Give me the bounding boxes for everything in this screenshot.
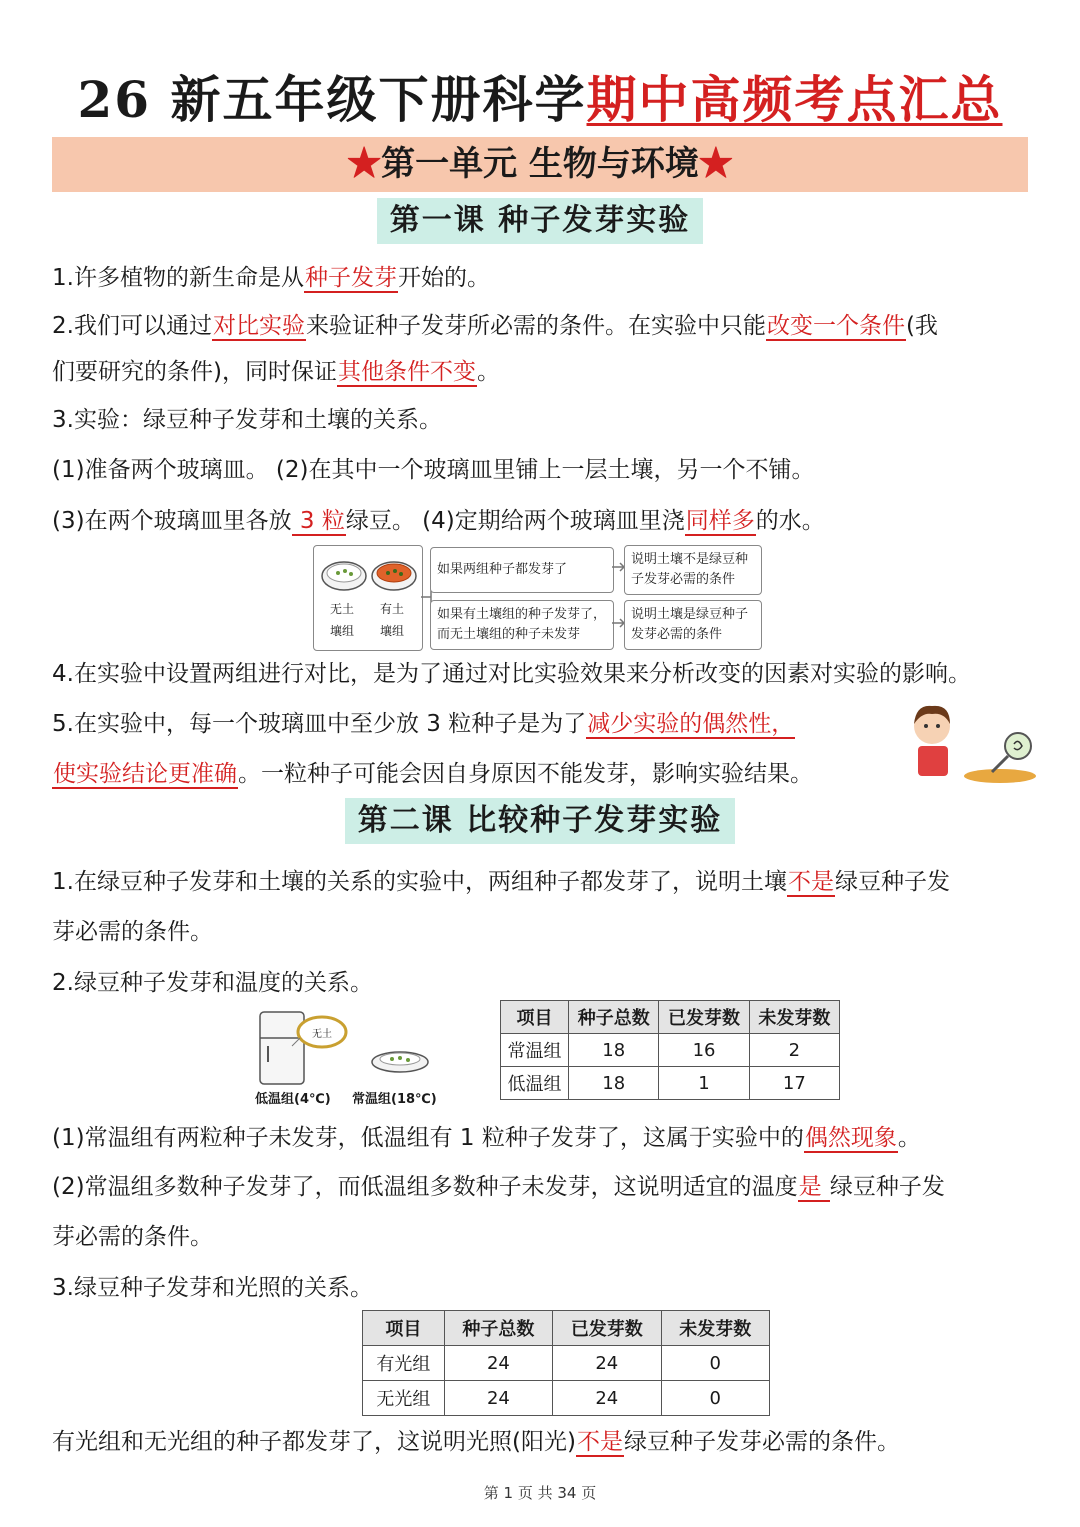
- lesson2-point2-2: [52, 1171, 945, 1203]
- lesson1-point1: [52, 262, 490, 294]
- text: 如果有土壤组的种子发芽了，: [437, 607, 607, 622]
- table-header-cell: 未发芽数: [661, 1311, 769, 1346]
- lesson1-point5: [52, 708, 795, 740]
- text: 子发芽必需的条件: [631, 572, 736, 587]
- lesson2-point2-1: [52, 1122, 921, 1154]
- text: 说明土壤不是绿豆种: [631, 552, 749, 567]
- key-term: 种子发芽: [304, 265, 397, 291]
- table-header-cell: 种子总数: [444, 1311, 552, 1346]
- title-prefix: 26 新五年级下册科学: [77, 70, 587, 129]
- table-row: [501, 1067, 840, 1100]
- key-term: 对比实验: [212, 313, 305, 339]
- star-icon: ★: [347, 144, 382, 184]
- table-cell: 有光组: [363, 1346, 445, 1381]
- text: 而无土壤组的种子未发芽: [437, 627, 581, 642]
- temperature-table: [500, 1000, 840, 1100]
- text: 绿豆种子发芽必需的条件。: [623, 1429, 900, 1455]
- unit-label: 第一单元 生物与环境: [381, 144, 699, 184]
- title-highlight: 期中高频考点汇总: [586, 70, 1003, 129]
- dishes-figure: [313, 545, 423, 651]
- text: 绿豆。 (4)定期给两个玻璃皿里浇: [345, 508, 685, 534]
- text: 壤组: [329, 624, 354, 638]
- key-term: 不是: [787, 869, 834, 895]
- table-cell: 24: [553, 1346, 661, 1381]
- text: 。: [476, 359, 500, 385]
- result-box-2: [624, 600, 762, 650]
- lesson1-point2-cont: [52, 356, 500, 388]
- text: 发芽必需的条件: [631, 627, 723, 642]
- girl-magnifier-icon: [900, 698, 1040, 784]
- key-term: 同样多: [685, 508, 755, 534]
- low-temp-label: 低温组(4℃): [255, 1092, 331, 1107]
- lesson2-heading: 第二课 比较种子发芽实验: [345, 798, 735, 844]
- fridge-dish-label: 无土: [312, 1029, 332, 1040]
- lesson2-point2: 2.绿豆种子发芽和温度的关系。: [52, 970, 373, 996]
- text: 的水。: [755, 508, 825, 534]
- table-cell: 24: [444, 1346, 552, 1381]
- text: (我: [905, 313, 938, 339]
- text: 。一粒种子可能会因自身原因不能发芽，影响实验结果。: [238, 761, 813, 787]
- table-cell: 低温组: [501, 1067, 569, 1100]
- text: 来验证种子发芽所必需的条件。在实验中只能: [305, 313, 766, 339]
- text: 绿豆种子发: [834, 869, 950, 895]
- table-cell: 2: [749, 1034, 839, 1067]
- table-row: [501, 1034, 840, 1067]
- page-title: [0, 60, 1080, 132]
- table-row: [363, 1346, 770, 1381]
- text: 们要研究的条件)，同时保证: [52, 359, 337, 385]
- text: 说明土壤是绿豆种子: [631, 607, 749, 622]
- key-term: 其他条件不变: [337, 359, 476, 385]
- light-table: [362, 1310, 770, 1416]
- text: 5.在实验中，每一个玻璃皿中至少放 3 粒种子是为了: [52, 711, 587, 737]
- table-header-cell: 项目: [501, 1001, 569, 1034]
- key-term: 是: [798, 1174, 829, 1200]
- lesson2-point1: [52, 866, 950, 898]
- table-cell: 24: [444, 1381, 552, 1416]
- no-soil-label: [322, 598, 362, 642]
- table-header-cell: 未发芽数: [749, 1001, 839, 1034]
- table-header-cell: 种子总数: [569, 1001, 659, 1034]
- condition-box-2: [430, 600, 614, 650]
- lesson1-point4: 4.在实验中设置两组进行对比，是为了通过对比实验效果来分析改变的因素对实验的影响。: [52, 661, 971, 687]
- table-header-cell: 已发芽数: [553, 1311, 661, 1346]
- lesson2-point2-cont: 芽必需的条件。: [52, 1224, 213, 1250]
- lesson1-point3: 3.实验：绿豆种子发芽和土壤的关系。: [52, 407, 442, 433]
- table-cell: 常温组: [501, 1034, 569, 1067]
- text: 1.许多植物的新生命是从: [52, 265, 304, 291]
- table-cell: 16: [659, 1034, 749, 1067]
- table-row: [363, 1381, 770, 1416]
- key-term: 3 粒: [292, 508, 345, 534]
- table-header-row: [363, 1311, 770, 1346]
- lesson1-heading: 第一课 种子发芽实验: [377, 198, 703, 244]
- text: (1)常温组有两粒种子未发芽，低温组有 1 粒种子发芽了，这属于实验中的: [52, 1125, 804, 1151]
- table-cell: 0: [661, 1346, 769, 1381]
- table-cell: 17: [749, 1067, 839, 1100]
- key-term: 偶然现象: [804, 1125, 897, 1151]
- text: 开始的。: [397, 265, 490, 291]
- condition-box-1: 如果两组种子都发芽了: [430, 547, 614, 593]
- star-icon: ★: [698, 144, 733, 184]
- table-cell: 24: [553, 1381, 661, 1416]
- lesson1-point5-cont: [52, 758, 813, 790]
- petri-dish-icon: [314, 546, 422, 606]
- table-header-cell: 已发芽数: [659, 1001, 749, 1034]
- text: 。: [897, 1125, 921, 1151]
- text: (2)常温组多数种子发芽了，而低温组多数种子未发芽，这说明适宜的温度: [52, 1174, 798, 1200]
- lesson2-point3: 3.绿豆种子发芽和光照的关系。: [52, 1275, 373, 1301]
- text: (3)在两个玻璃皿里各放: [52, 508, 292, 534]
- table-cell: 18: [569, 1034, 659, 1067]
- text: 无土: [329, 602, 354, 616]
- table-cell: 1: [659, 1067, 749, 1100]
- text: 壤组: [379, 624, 404, 638]
- text: 有光组和无光组的种子都发芽了，这说明光照(阳光): [52, 1429, 576, 1455]
- lesson1-step1-2: (1)准备两个玻璃皿。 (2)在其中一个玻璃皿里铺上一层土壤，另一个不铺。: [52, 457, 815, 483]
- text: 绿豆种子发: [829, 1174, 945, 1200]
- table-cell: 18: [569, 1067, 659, 1100]
- result-box-1: [624, 545, 762, 595]
- normal-temp-label: 常温组(18℃): [352, 1092, 437, 1107]
- text: 2.我们可以通过: [52, 313, 212, 339]
- fridge-dish-icon: [252, 1010, 452, 1088]
- page-number: 第 1 页 共 34 页: [483, 1484, 597, 1502]
- lesson2-point1-cont: 芽必需的条件。: [52, 919, 213, 945]
- key-term: 改变一个条件: [766, 313, 905, 339]
- lesson1-point2: [52, 310, 938, 342]
- key-term: 不是: [576, 1429, 623, 1455]
- unit-heading: [52, 137, 1028, 192]
- key-term: 减少实验的偶然性，: [587, 711, 795, 737]
- table-cell: 0: [661, 1381, 769, 1416]
- text: 有土: [379, 602, 404, 616]
- soil-label: [372, 598, 412, 642]
- key-term: 使实验结论更准确: [53, 761, 237, 787]
- lesson2-point3-1: [52, 1426, 900, 1458]
- table-header-cell: 项目: [363, 1311, 445, 1346]
- table-cell: 无光组: [363, 1381, 445, 1416]
- table-header-row: [501, 1001, 840, 1034]
- text: 1.在绿豆种子发芽和土壤的关系的实验中，两组种子都发芽了，说明土壤: [52, 869, 787, 895]
- lesson1-step3-4: [52, 505, 825, 537]
